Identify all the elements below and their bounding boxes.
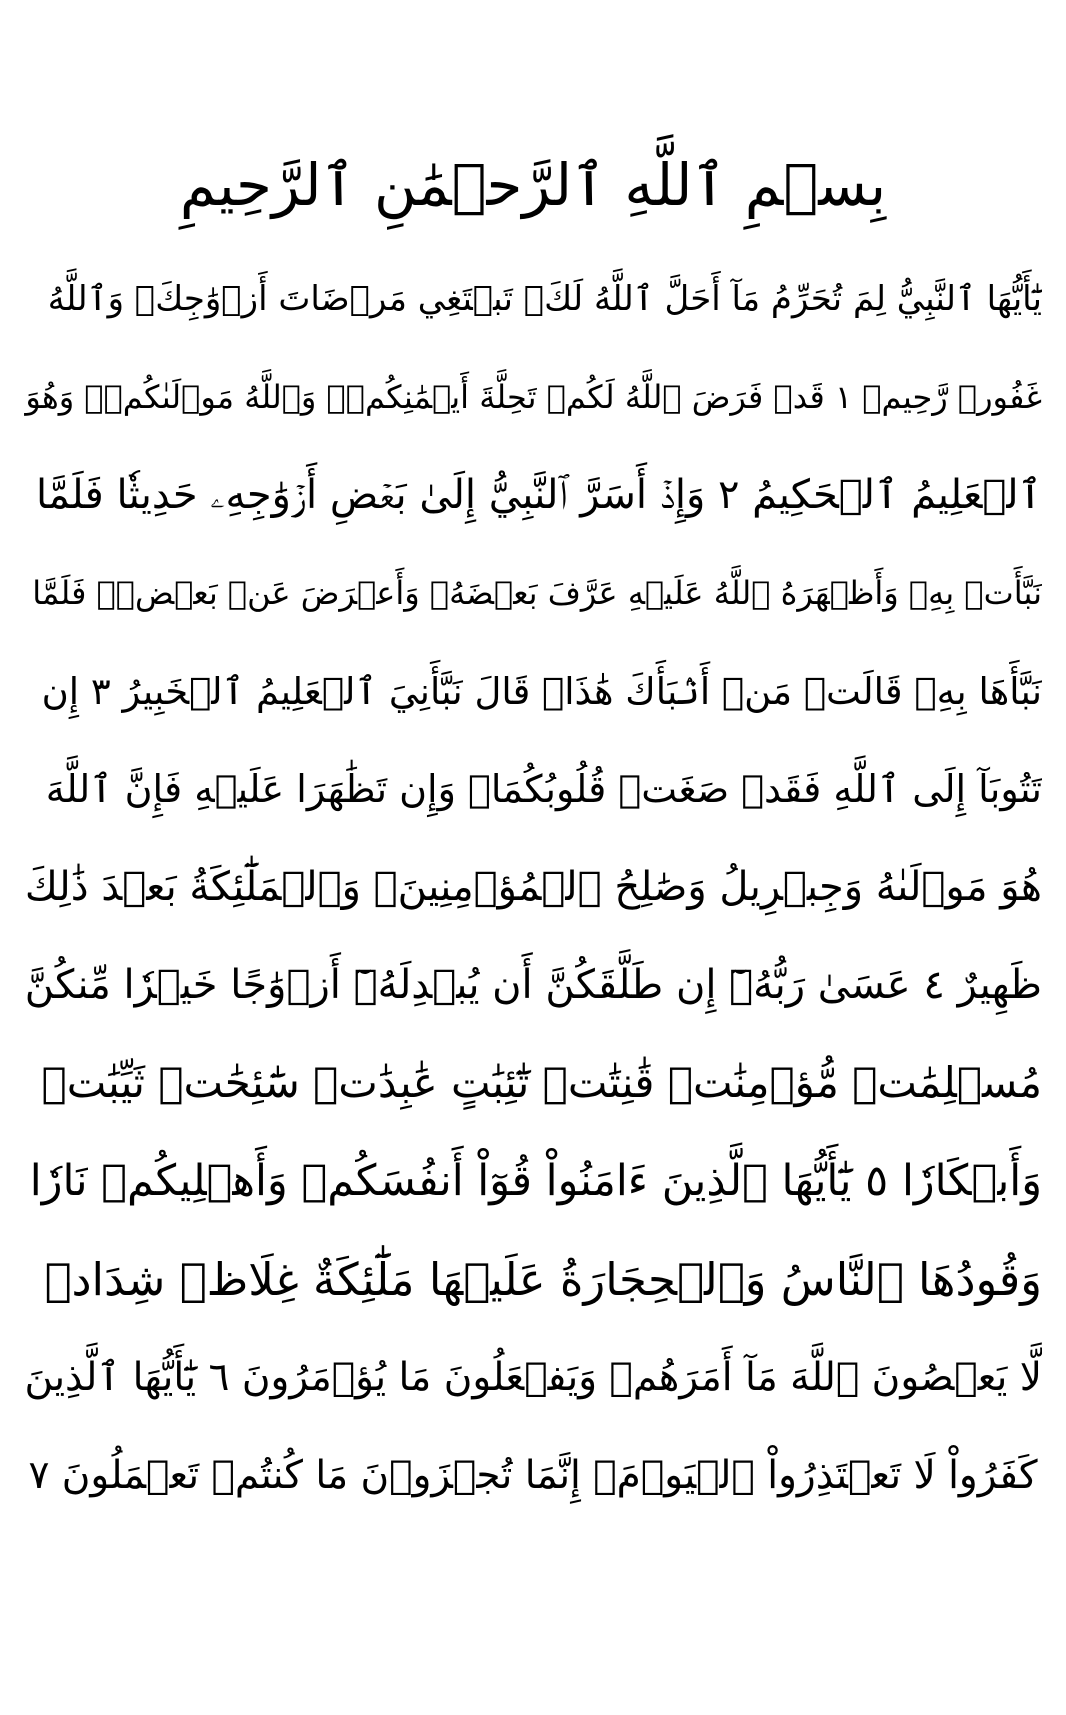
verse-lines — [24, 250, 1042, 1524]
verse-line-7: هُوَ مَوۡلَىٰهُ وَجِبۡرِيلُ وَصَٰلِحُ ٱلۡمُؤۡمِنِينَۖ وَٱلۡمَلَٰٓئِكَةُ بَعۡدَ ذَٰلِكَ — [24, 864, 1042, 910]
verse-line-11: وَقُودُهَا ٱلنَّاسُ وَٱلۡحِجَارَةُ عَلَيۡهَا مَلَٰٓئِكَةٌ غِلَاظٞ شِدَادٞ — [44, 1252, 1042, 1306]
verse-line-8: ظَهِيرٌ ٤ عَسَىٰ رَبُّهُۥٓ إِن طَلَّقَكُنَّ أَن يُبۡدِلَهُۥٓ أَزۡوَٰجًا خَيۡرٗا مِّنكُنَّ — [24, 962, 1042, 1008]
verse-line-9: مُسۡلِمَٰتٖ مُّؤۡمِنَٰتٖ قَٰنِتَٰتٖ تَٰٓئِبَٰتٍ عَٰبِدَٰتٖ سَٰٓئِحَٰتٖ ثَيِّبَٰتٖ — [41, 1058, 1042, 1107]
verse-line-2: غَفُورٞ رَّحِيمٞ ١ قَدۡ فَرَضَ ٱللَّهُ لَكُمۡ تَحِلَّةَ أَيۡمَٰنِكُمۡۚ وَٱللَّهُ مَوۡلَىٰكُمۡۖ وَهُوَ — [25, 378, 1042, 416]
verse-line-4: نَبَّأَتۡ بِهِۦ وَأَظۡهَرَهُ ٱللَّهُ عَلَيۡهِ عَرَّفَ بَعۡضَهُۥ وَأَعۡرَضَ عَنۢ بَعۡضٖۖ فَلَمَّا — [32, 574, 1042, 612]
basmala — [0, 130, 1066, 240]
verse-line-5: نَبَّأَهَا بِهِۦ قَالَتۡ مَنۡ أَنۢبَأَكَ هَٰذَاۖ قَالَ نَبَّأَنِيَ ٱلۡعَلِيمُ ٱلۡخَبِيرُ ٣ إِن — [41, 669, 1042, 713]
verse-line-10: وَأَبۡكَارٗا ٥ يَٰٓأَيُّهَا ٱلَّذِينَ ءَامَنُواْ قُوٓاْ أَنفُسَكُمۡ وَأَهۡلِيكُمۡ نَارٗا — [29, 1155, 1042, 1206]
verse-line-12: لَّا يَعۡصُونَ ٱللَّهَ مَآ أَمَرَهُمۡ وَيَفۡعَلُونَ مَا يُؤۡمَرُونَ ٦ يَٰٓأَيُّهَا ٱلَّذِينَ — [24, 1354, 1042, 1400]
verse-line-6: تَتُوبَآ إِلَى ٱللَّهِ فَقَدۡ صَغَتۡ قُلُوبُكُمَاۖ وَإِن تَظَٰهَرَا عَلَيۡهِ فَإِنَّ ٱللَّهَ — [45, 767, 1042, 811]
verse-line-13: كَفَرُواْ لَا تَعۡتَذِرُواْ ٱلۡيَوۡمَۖ إِنَّمَا تُجۡزَوۡنَ مَا كُنتُمۡ تَعۡمَلُونَ ٧ — [28, 1452, 1038, 1498]
basmala-text: بِسۡمِ ٱللَّهِ ٱلرَّحۡمَٰنِ ٱلرَّحِيمِ — [179, 151, 887, 219]
verse-line-1: يَٰٓأَيُّهَا ٱلنَّبِيُّ لِمَ تُحَرِّمُ مَآ أَحَلَّ ٱللَّهُ لَكَۖ تَبۡتَغِي مَرۡضَاتَ أَزۡوَٰجِكَۚ وَٱللَّهُ — [47, 279, 1042, 319]
verse-line-3: ٱلۡعَلِيمُ ٱلۡحَكِيمُ ٢ وَإِذۡ أَسَرَّ ٱلنَّبِيُّ إِلَىٰ بَعۡضِ أَزۡوَٰجِهِۦ حَدِيثٗا فَلَمَّا — [36, 472, 1042, 518]
